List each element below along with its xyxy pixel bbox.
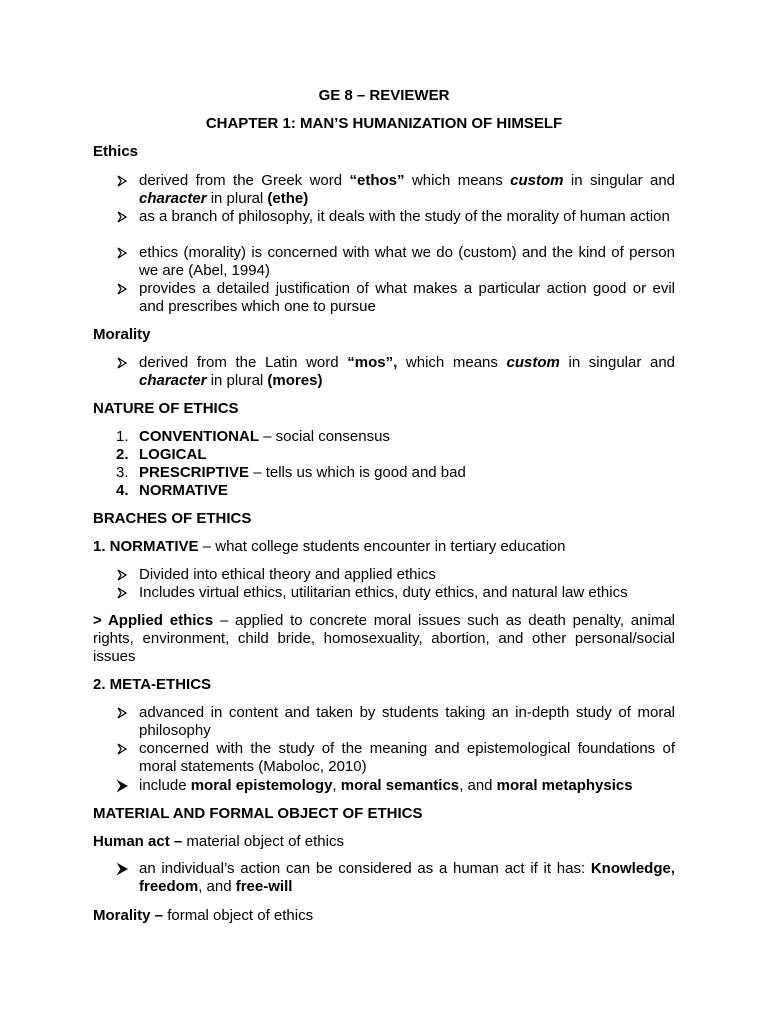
arrow-bullet-icon	[116, 584, 130, 602]
meta-bullet-2: concerned with the study of the meaning and epistemological foundations of moral statements (Maboloc, 2010)	[116, 740, 675, 776]
ethics-heading: Ethics	[93, 143, 139, 160]
arrow-bullet-icon	[116, 777, 130, 795]
document-title: GE 8 – REVIEWER	[318, 87, 450, 104]
nature-item-4: 4. NORMATIVE	[116, 482, 228, 499]
arrow-bullet-icon	[116, 244, 130, 262]
nature-item-1: 1. CONVENTIONAL – social consensus	[116, 428, 390, 445]
morality-heading: Morality	[93, 326, 151, 343]
human-act-line: Human act – material object of ethics	[93, 833, 344, 850]
normative-bullet-1: Divided into ethical theory and applied ethics	[116, 566, 675, 584]
applied-ethics-paragraph: > Applied ethics – applied to concrete moral issues such as death penalty, animal rights, environment, child bride, homosexuality, abortion, and other personal/social issues	[93, 612, 675, 665]
morality-bullet-1: derived from the Latin word “mos”, which means custom in singular and character in plural (mores)	[116, 354, 675, 390]
meta-bullet-1: advanced in content and taken by students taking an in-depth study of moral philosophy	[116, 704, 675, 740]
arrow-bullet-icon	[116, 354, 130, 372]
arrow-bullet-icon	[116, 208, 130, 226]
arrow-bullet-icon	[116, 280, 130, 298]
nature-heading: NATURE OF ETHICS	[93, 400, 239, 417]
human-act-bullet-1: an individual’s action can be considered as a human act if it has: Knowledge, freedom, and free-will	[116, 860, 675, 896]
arrow-bullet-icon	[116, 860, 130, 878]
morality-formal-line: Morality – formal object of ethics	[93, 907, 314, 924]
ethics-bullet-2: as a branch of philosophy, it deals with the study of the morality of human action	[116, 208, 675, 226]
ethics-bullet-1: derived from the Greek word “ethos” which means custom in singular and character in plural (ethe)	[116, 172, 675, 208]
material-heading: MATERIAL AND FORMAL OBJECT OF ETHICS	[93, 805, 423, 822]
meta-bullet-3: include moral epistemology, moral semantics, and moral metaphysics	[116, 777, 675, 795]
chapter-heading: CHAPTER 1: MAN’S HUMANIZATION OF HIMSELF	[205, 115, 563, 132]
normative-line: 1. NORMATIVE – what college students encounter in tertiary education	[93, 538, 566, 555]
arrow-bullet-icon	[116, 740, 130, 758]
arrow-bullet-icon	[116, 566, 130, 584]
arrow-bullet-icon	[116, 704, 130, 722]
branches-heading: BRACHES OF ETHICS	[93, 510, 252, 527]
meta-ethics-heading: 2. META-ETHICS	[93, 676, 212, 693]
arrow-bullet-icon	[116, 172, 130, 190]
ethics-bullet-4: provides a detailed justification of what makes a particular action good or evil and prescribes which one to pursue	[116, 280, 675, 316]
nature-item-3: 3. PRESCRIPTIVE – tells us which is good and bad	[116, 464, 466, 481]
normative-bullet-2: Includes virtual ethics, utilitarian ethics, duty ethics, and natural law ethics	[116, 584, 675, 602]
ethics-bullet-3: ethics (morality) is concerned with what we do (custom) and the kind of person we are (Abel, 1994)	[116, 244, 675, 280]
nature-item-2: 2. LOGICAL	[116, 446, 207, 463]
